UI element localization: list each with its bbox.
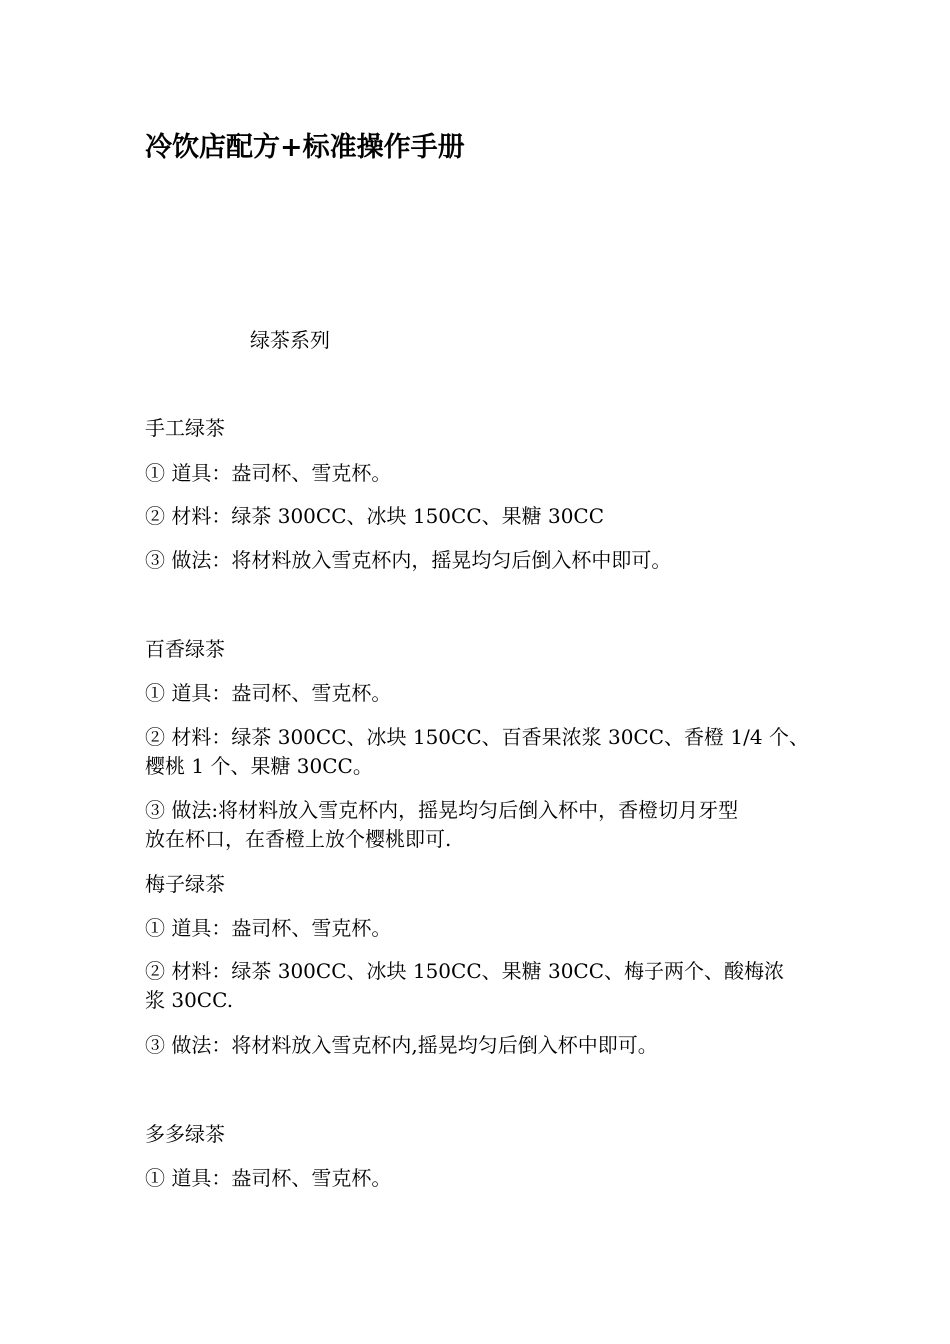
recipe-materials-line-2: 浆 30CC. (145, 988, 234, 1012)
recipe-method-line-1: ③ 做法:将材料放入雪克杯内，摇晃均匀后倒入杯中，香橙切月牙型 (145, 798, 739, 822)
recipe-name: 多多绿茶 (145, 1122, 225, 1146)
recipe-materials-line-1: ② 材料：绿茶 300CC、冰块 150CC、百香果浓浆 30CC、香橙 1/4 个、 (145, 725, 809, 749)
recipe-materials-line-2: 樱桃 1 个、果糖 30CC。 (145, 754, 373, 778)
recipe-method: ③ 做法：将材料放入雪克杯内，摇晃均匀后倒入杯中即可。 (145, 548, 672, 572)
document-title: 冷饮店配方+标准操作手册 (145, 132, 465, 163)
recipe-tools: ① 道具：盎司杯、雪克杯。 (145, 461, 392, 485)
recipe-materials-line-1: ② 材料：绿茶 300CC、冰块 150CC、果糖 30CC、梅子两个、酸梅浓 (145, 959, 785, 983)
recipe-tools: ① 道具：盎司杯、雪克杯。 (145, 916, 392, 940)
recipe-tools: ① 道具：盎司杯、雪克杯。 (145, 681, 392, 705)
recipe-method: ③ 做法：将材料放入雪克杯内,摇晃均匀后倒入杯中即可。 (145, 1033, 658, 1057)
section-heading: 绿茶系列 (250, 328, 330, 352)
recipe-materials: ② 材料：绿茶 300CC、冰块 150CC、果糖 30CC (145, 504, 605, 528)
recipe-tools: ① 道具：盎司杯、雪克杯。 (145, 1166, 392, 1190)
recipe-name: 百香绿茶 (145, 637, 225, 661)
recipe-method-line-2: 放在杯口，在香橙上放个樱桃即可. (145, 827, 452, 851)
recipe-name: 梅子绿茶 (145, 872, 225, 896)
recipe-name: 手工绿茶 (145, 416, 225, 440)
